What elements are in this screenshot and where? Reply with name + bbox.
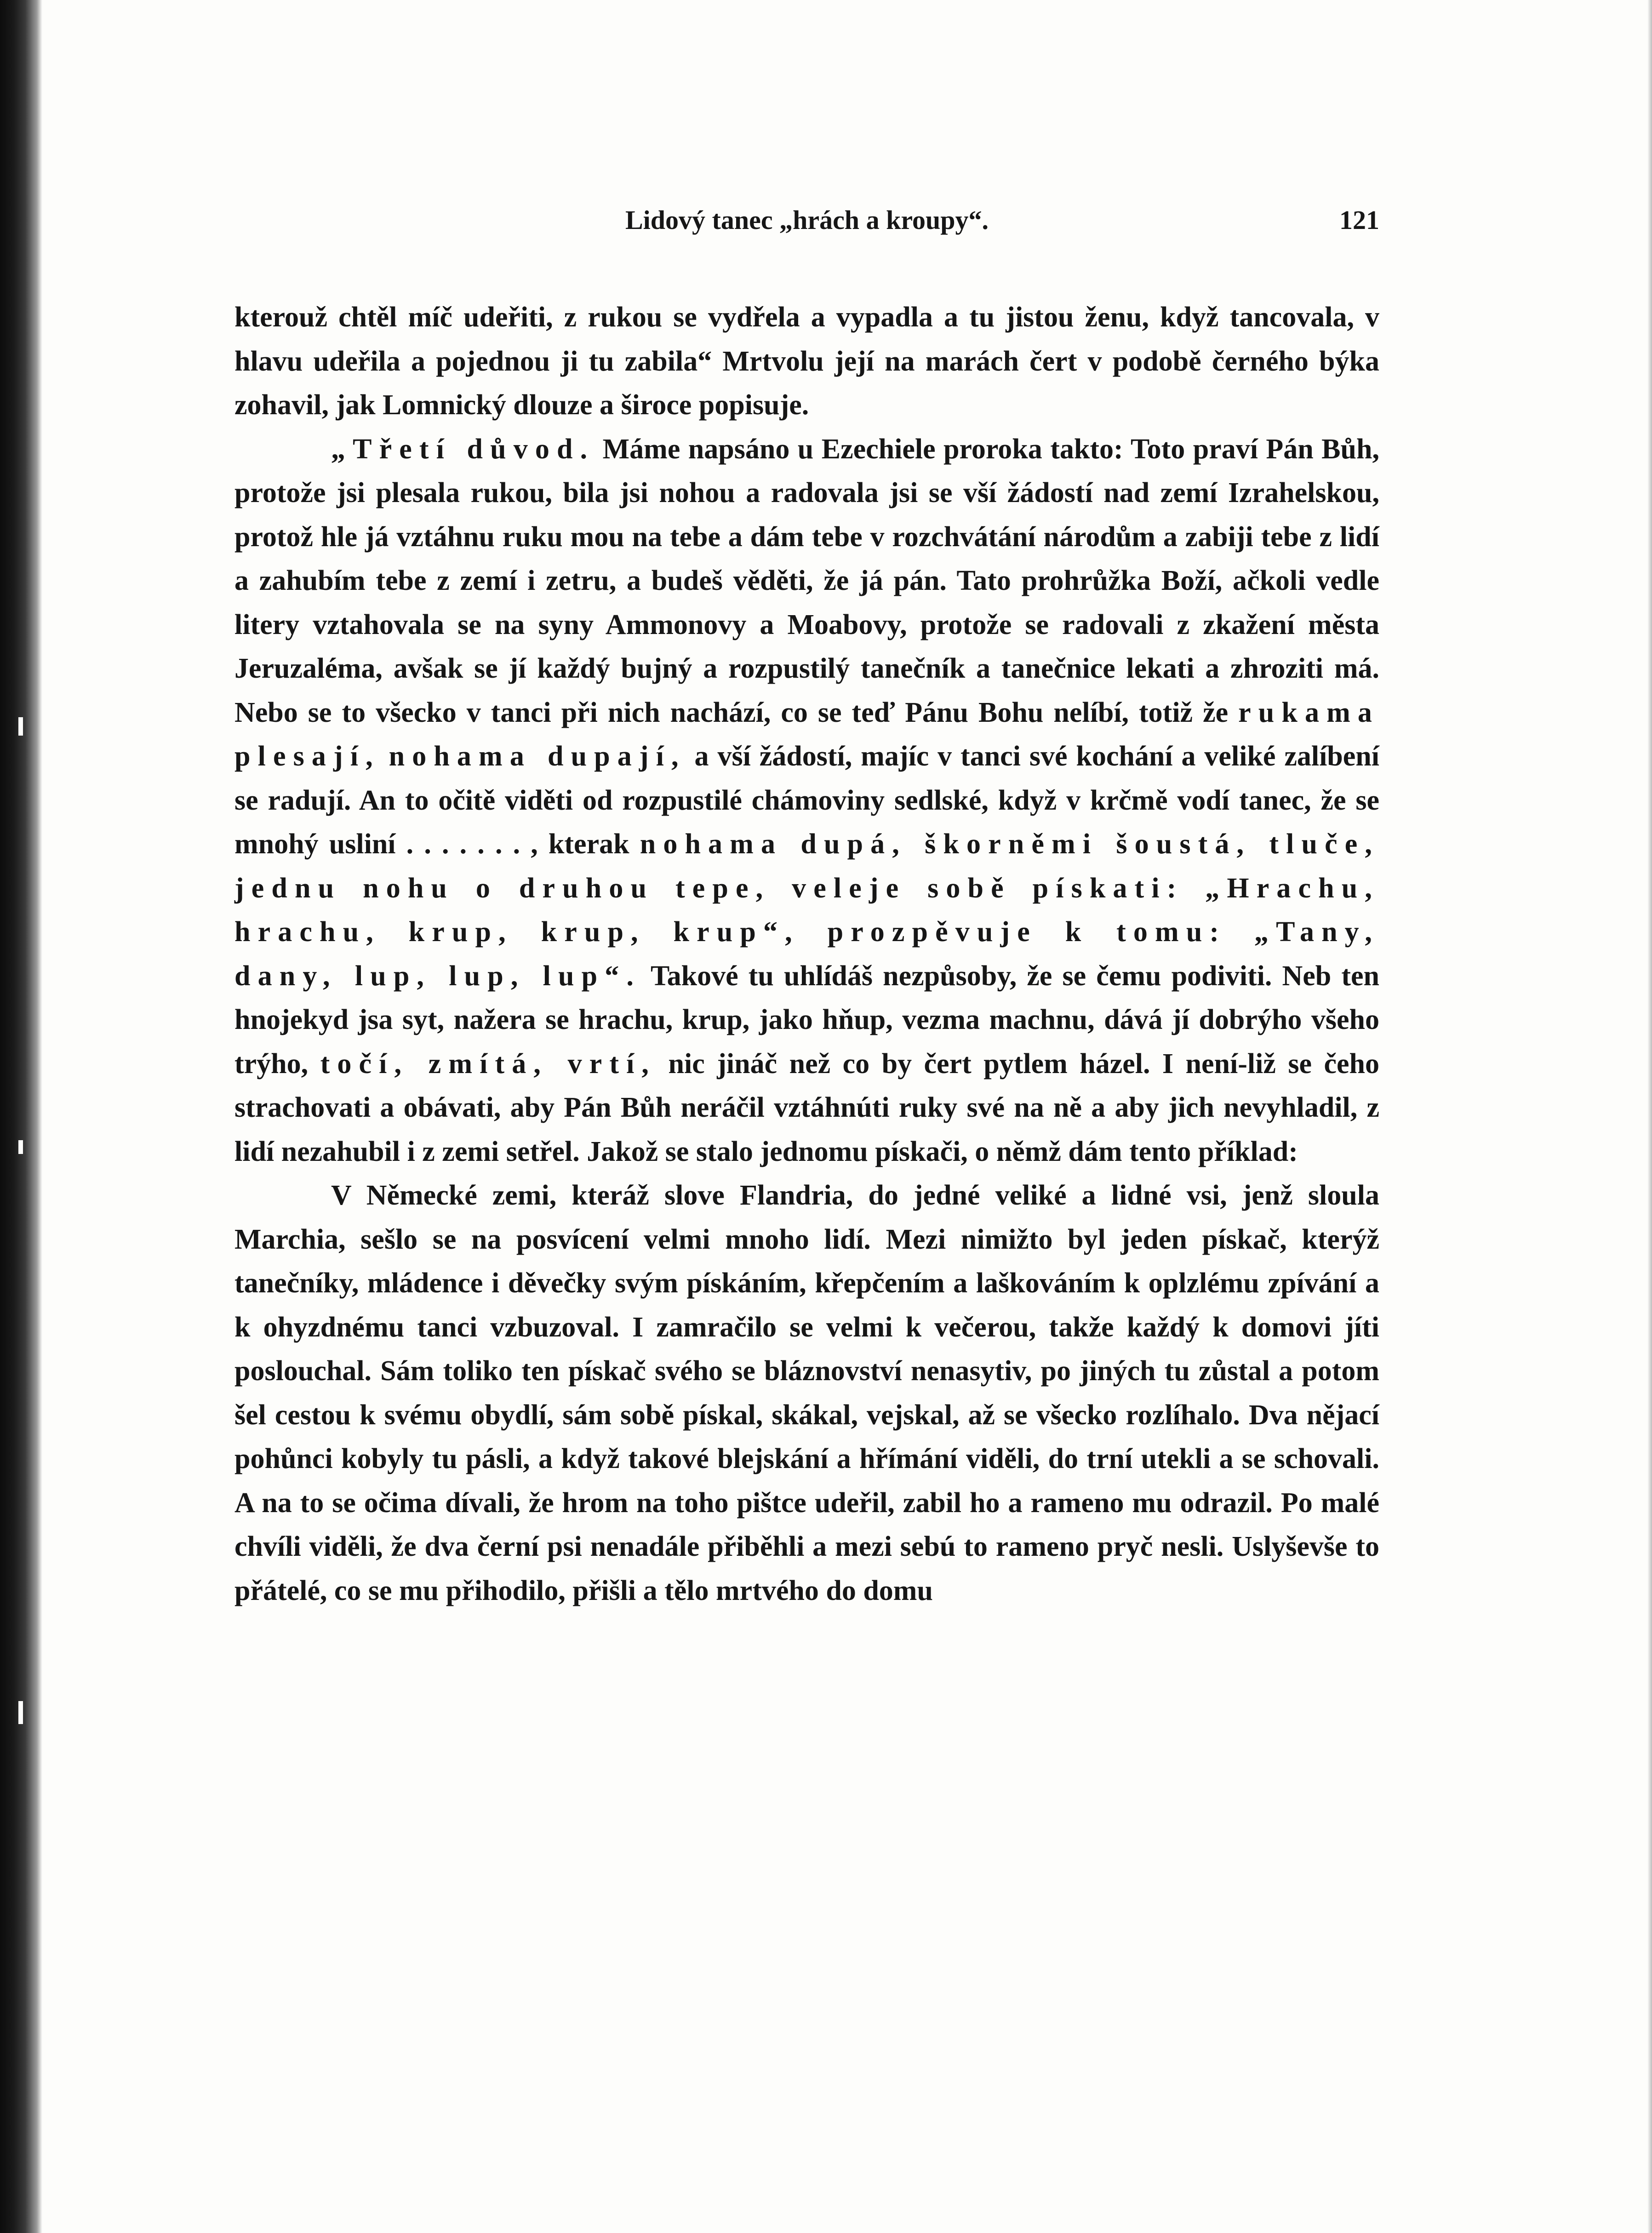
body-text: [234, 296, 1379, 1613]
emphasis-text: rukama plesají,: [234, 697, 1379, 772]
binding-notch: [18, 1140, 23, 1154]
emphasis-text: nohama dupá, škorněmi šoustá, tluče, jednu nohu o druhou tepe, veleje sobě pískati: „Hrachu, hrachu, krup, krup, krup“, prozpěvuje k tomu: „Tany, dany, lup, lup, lup“.: [234, 828, 1379, 992]
running-head: [234, 205, 1379, 246]
scan-right-edge: [1647, 0, 1652, 2233]
text-run: a vší žádostí, majíc v tanci své kochání a veliké zalíbení se radují. An to očitě viděti od rozpustilé chámoviny sedlské, když v krčmě vodí tanec, že se mnohý usliní . . . . . . . , kterak: [234, 741, 1379, 860]
emphasis-text: nohama dupají,: [389, 741, 686, 772]
text-run: Máme napsáno u Ezechiele proroka takto: Toto praví Pán Bůh, protože jsi plesala rukou, bila jsi nohou a radovala jsi se vší žádostí nad zemí Izrahelskou, protož hle já vztáhnu ruku mou na tebe a dám tebe v rozchvátání národům a zabiji tebe z lidí a zahubím tebe z zemí i zetru, a budeš věděti, že já pán. Tato prohrůžka Boží, ačkoli vedle litery vztahovala se na syny Ammonovy a Moabovy, protože se radovali z zkažení města Jeruzaléma, avšak se jí každý bujný a rozpustilý tanečník a tanečnice lekati a zhroziti má. Nebo se to všecko v tanci při nich nachází, co se teď Pánu Bohu nelíbí, totiž že: [234, 433, 1379, 728]
text-run: Takové tu uhlídáš nezpůsoby, že se čemu podiviti. Neb ten hnojekyd jsa syt, nažera se hrachu, krup, jako hňup, vezma machnu, dává jí dobrýho všeho trýho,: [234, 960, 1379, 1079]
section-heading: „Třetí důvod.: [331, 433, 595, 465]
running-title: Lidový tanec „hrách a kroupy“.: [625, 205, 989, 235]
binding-notch: [18, 1701, 23, 1724]
emphasis-text: točí, zmítá, vrtí,: [320, 1048, 657, 1079]
binding-notch: [18, 717, 23, 736]
paragraph-continuation: kterouž chtěl míč udeřiti, z rukou se vydřela a vypadla a tu jistou ženu, když tancovala, v hlavu udeřila a pojednou ji tu zabila“ Mrtvolu její na marách čert v podobě černého býka zohavil, jak Lomnický dlouze a široce popisuje.: [234, 302, 1379, 421]
scan-binding-edge: [0, 0, 42, 2233]
book-page: [234, 205, 1379, 1613]
page-number: 121: [1339, 205, 1379, 235]
paragraph-example: V Německé zemi, kteráž slove Flandria, do jedné veliké a lidné vsi, jenž sloula Marchia, sešlo se na posvícení velmi mnoho lidí. Mezi nimižto byl jeden pískač, kterýž tanečníky, mládence i děvečky svým pískáním, křepčením a laškováním k oplzlému zpívání a k ohyzdnému tanci vzbuzoval. I zamračilo se velmi k večerou, takže každý k domovi jíti poslouchal. Sám toliko ten pískač svého se bláznovství nenasytiv, po jiných tu zůstal a potom šel cestou k svému obydlí, sám sobě pískal, skákal, vejskal, až se všecko rozlíhalo. Dva nějací pohůnci kobyly tu pásli, a když takové blejskání a hřímání viděli, do trní utekli a se schovali. A na to se očima dívali, že hrom na toho pištce udeřil, zabil ho a rameno mu odrazil. Po malé chvíli viděli, že dva černí psi nenadále přiběhli a mezi sebú to rameno pryč nesli. Uslyševše to přátelé, co se mu přihodilo, přišli a tělo mrtvého do domu: [234, 1180, 1379, 1606]
paragraph-third-reason: [234, 428, 1379, 1174]
text-run: nic jináč než co by čert pytlem házel. I není-liž se čeho strachovati a obávati, aby Pán Bůh neráčil vztáhnúti ruky své na ně a aby jich nevyhladil, z lidí nezahubil i z zemi setřel. Jakož se stalo jednomu pískači, o němž dám tento příklad:: [234, 1048, 1379, 1167]
text-run: [380, 741, 389, 772]
